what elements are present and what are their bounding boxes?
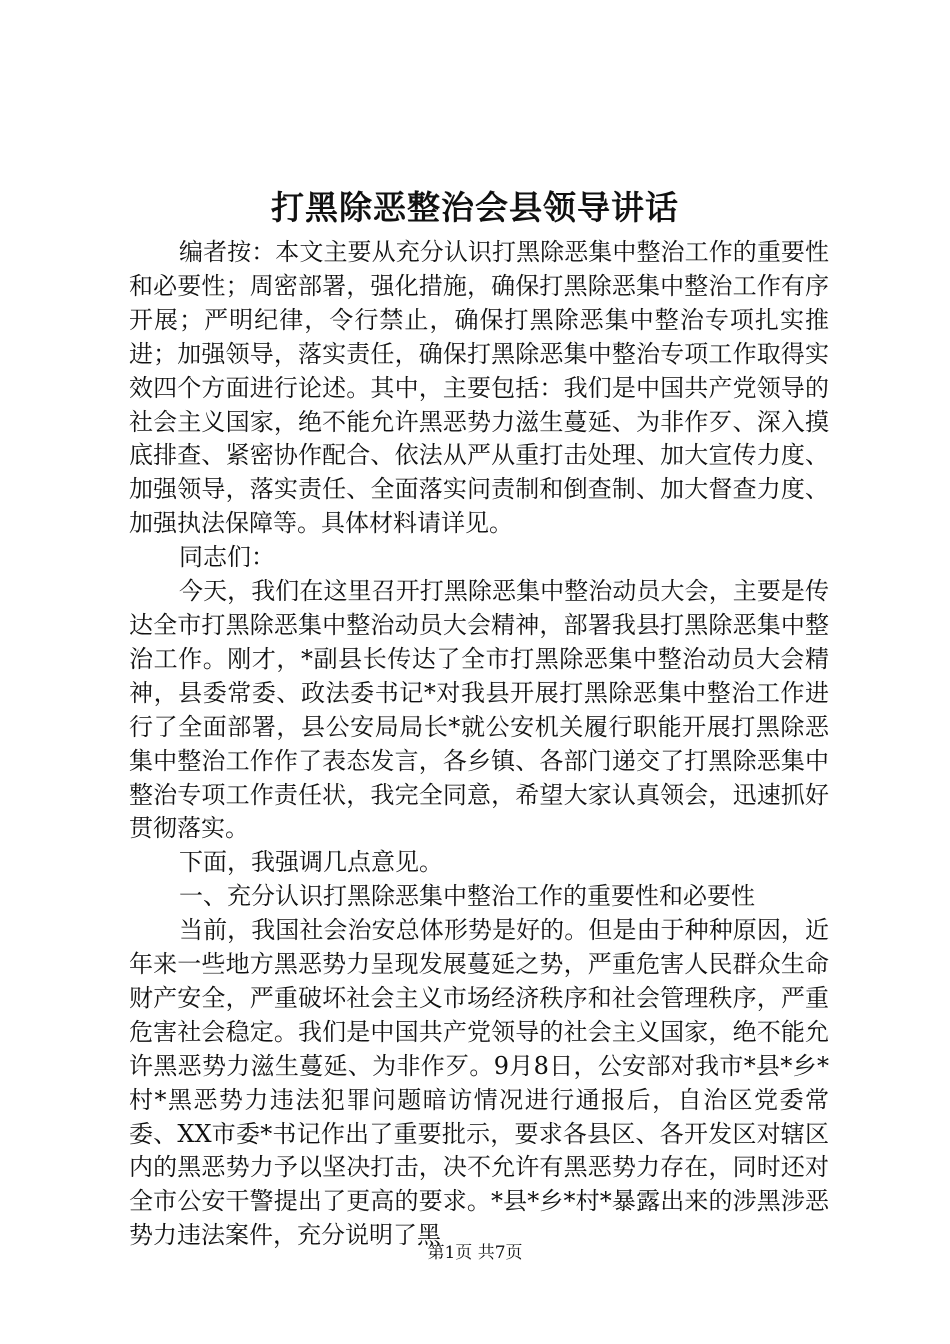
document-body bbox=[129, 236, 829, 1253]
opening-paragraph: 今天，我们在这里召开打黑除恶集中整治动员大会，主要是传达全市打黑除恶集中整治动员大会精神，部署我县打黑除恶集中整治工作。刚才，*副县长传达了全市打黑除恶集中整治动员大会精神，县委常委、政法委书记*对我县开展打黑除恶集中整治工作进行了全面部署，县公安局局长*就公安机关履行职能开展打黑除恶集中整治工作作了表态发言，各乡镇、各部门递交了打黑除恶集中整治专项工作责任状，我完全同意，希望大家认真领会，迅速抓好贯彻落实。 bbox=[129, 577, 829, 843]
section-body-paragraph: 当前，我国社会治安总体形势是好的。但是由于种种原因，近年来一些地方黑恶势力呈现发展蔓延之势，严重危害人民群众生命财产安全，严重破坏社会主义市场经济秩序和社会管理秩序，严重危害社会稳定。我们是中国共产党领导的社会主义国家，绝不能允许黑恶势力滋生蔓延、为非作歹。9月8日，公安部对我市*县*乡*村*黑恶势力违法犯罪问题暗访情况进行通报后，自治区党委常委、XX市委*书记作出了重要批示，要求各县区、各开发区对辖区内的黑恶势力予以坚决打击，决不允许有黑恶势力存在，同时还对全市公安干警提出了更高的要求。*县*乡*村*暴露出来的涉黑涉恶势力违法案件，充分说明了黑 bbox=[129, 916, 829, 1250]
salutation-paragraph: 同志们： bbox=[179, 543, 275, 572]
document-title: 打黑除恶整治会县领导讲话 bbox=[271, 188, 679, 227]
editor-note-paragraph: 编者按：本文主要从充分认识打黑除恶集中整治工作的重要性和必要性；周密部署，强化措施，确保打黑除恶集中整治工作有序开展；严明纪律，令行禁止，确保打黑除恶集中整治专项扎实推进；加强领导，落实责任，确保打黑除恶集中整治专项工作取得实效四个方面进行论述。其中，主要包括：我们是中国共产党领导的社会主义国家，绝不能允许黑恶势力滋生蔓延、为非作歹、深入摸底排查、紧密协作配合、依法从严从重打击处理、加大宣传力度、加强领导，落实责任、全面落实问责制和倒查制、加大督查力度、加强执法保障等。具体材料请详见。 bbox=[129, 238, 829, 538]
section-heading: 一、充分认识打黑除恶集中整治工作的重要性和必要性 bbox=[179, 882, 755, 911]
transition-paragraph: 下面，我强调几点意见。 bbox=[179, 848, 443, 877]
page-footer: 第1页 共7页 bbox=[427, 1243, 523, 1263]
